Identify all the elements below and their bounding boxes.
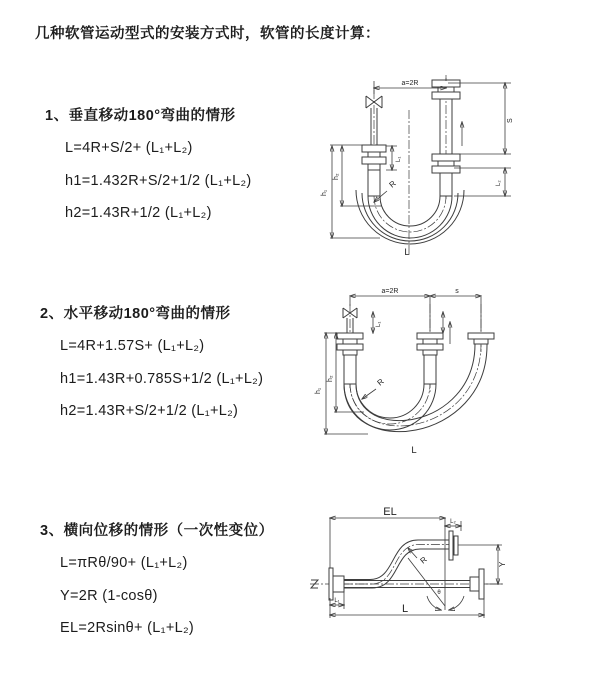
diagram-lateral-displacement: [298, 498, 598, 646]
section-1: [45, 104, 252, 230]
formula-el: EL=2Rsinθ+ (L₁+L₂): [60, 620, 195, 636]
label-l1: L₁: [396, 156, 402, 162]
flange-left: [362, 145, 386, 196]
label-l1: L₁: [334, 598, 340, 604]
hose-u-bend-deep: [344, 384, 436, 430]
flange-upper-right: [449, 531, 458, 560]
formula-length: L=4R+1.57S+ (L₁+L₂): [60, 338, 205, 354]
label-length: L: [404, 247, 410, 258]
label-h1: h₁: [321, 189, 328, 196]
label-l2: L₂: [496, 180, 502, 186]
dimension-lines: [330, 78, 511, 238]
label-el: EL: [383, 506, 397, 518]
formula-length: L=πRθ/90+ (L₁+L₂): [60, 555, 188, 571]
flange-left: [337, 333, 363, 384]
flange-middle: [417, 333, 443, 384]
label-length: L: [411, 445, 417, 456]
label-length: L: [401, 603, 409, 615]
label-l1: L₁: [376, 321, 382, 327]
label-s: S: [507, 118, 514, 123]
formula-h2: h2=1.43R+S/2+1/2 (L₁+L₂): [60, 403, 239, 419]
label-s: s: [455, 288, 459, 295]
label-span-a2r: a=2R: [401, 80, 419, 87]
label-radius: R: [418, 554, 429, 566]
section-2-heading: 2、水平移动180°弯曲的情形: [40, 306, 231, 322]
label-l2: L₂: [450, 519, 456, 525]
label-theta: θ: [437, 590, 441, 596]
label-span-a2r: a=2R: [381, 288, 399, 295]
label-h1: h₁: [315, 387, 322, 394]
centerlines: [350, 304, 481, 394]
page-title: 几种软管运动型式的安装方式时，软管的长度计算：: [35, 26, 380, 42]
flange-left: [329, 568, 344, 600]
label-radius: R: [375, 376, 386, 388]
section-2: [40, 302, 263, 428]
label-h2: h₂: [333, 173, 340, 180]
formula-length: L=4R+S/2+ (L₁+L₂): [65, 140, 193, 156]
angle-construction: [408, 518, 464, 610]
formula-h1: h1=1.432R+S/2+1/2 (L₁+L₂): [65, 172, 252, 189]
section-3: [40, 519, 274, 645]
diagram-vertical-180-bend: [312, 66, 568, 262]
label-h2: h₂: [327, 375, 334, 382]
hose-u-bend-moved: [344, 344, 487, 432]
label-radius: R: [387, 178, 398, 190]
diagram-horizontal-180-bend: [310, 282, 572, 462]
hose-u-bend: [356, 190, 464, 244]
formula-h2: h2=1.43R+1/2 (L₁+L₂): [65, 205, 212, 221]
formula-y: Y=2R (1-cosθ): [60, 587, 158, 604]
flange-right: [468, 333, 494, 344]
formula-h1: h1=1.43R+0.785S+1/2 (L₁+L₂): [60, 370, 264, 387]
section-3-heading: 3、横向位移的情形（一次性变位）: [40, 523, 274, 539]
section-1-heading: 1、垂直移动180°弯曲的情形: [45, 108, 236, 124]
label-y: Y: [498, 561, 507, 567]
